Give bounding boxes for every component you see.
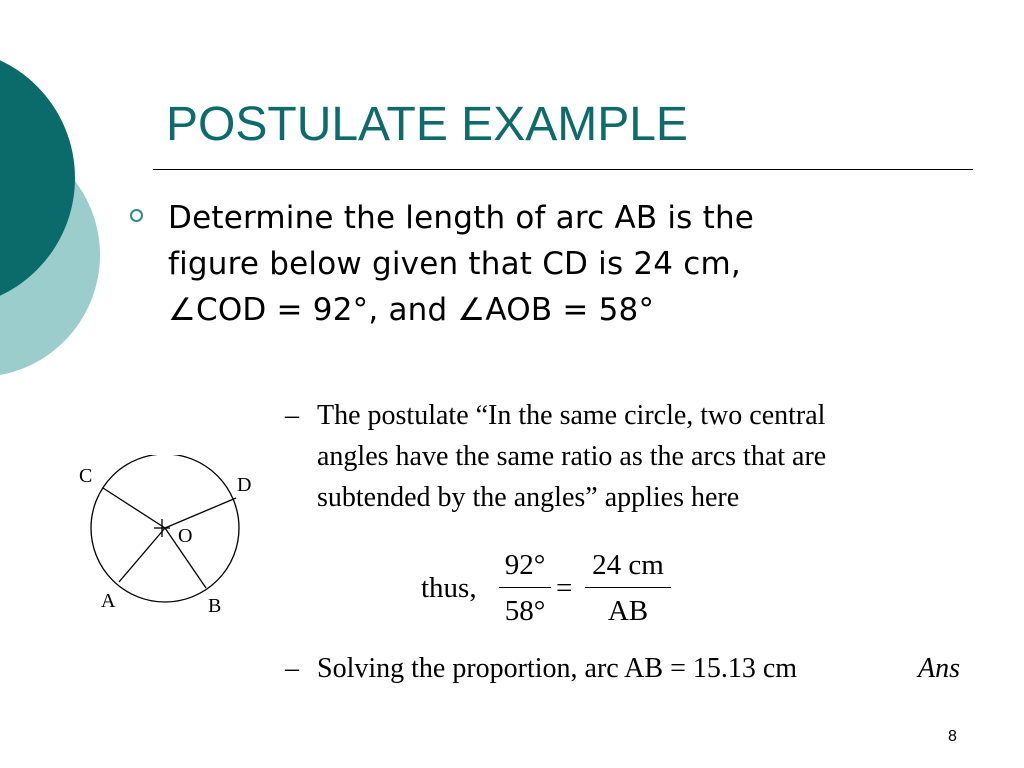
problem-statement [168,195,928,333]
dash-bullet: – [285,400,299,431]
page-number: 8 [948,728,957,745]
problem-line: figure below given that CD is 24 cm, [168,246,741,282]
right-fraction-bar [585,587,671,588]
equals-sign: = [556,572,573,604]
left-denominator: 58° [504,595,546,627]
radius-oa [119,528,165,582]
postulate-statement [317,395,967,518]
formula-lead: thus, [421,572,477,604]
answer-statement: Solving the proportion, arc AB = 15.13 cm [317,653,798,684]
dash-bullet: – [285,653,299,684]
point-label-b: B [208,595,222,617]
radius-oc [103,488,165,528]
circle-figure [70,455,270,625]
hollow-circle-bullet-icon [130,209,143,222]
point-label-a: A [101,590,116,612]
point-label-d: D [237,474,252,496]
slide-title: POSTULATE EXAMPLE [166,98,688,151]
left-fraction-bar [499,587,551,588]
problem-line: Determine the length of arc AB is the [168,200,755,236]
postulate-line: angles have the same ratio as the arcs that are [317,441,827,472]
radius-od [165,498,236,528]
answer-label: Ans [918,653,960,684]
left-numerator: 92° [504,549,546,581]
postulate-line: subtended by the angles” applies here [317,482,740,513]
right-denominator: AB [607,595,649,627]
postulate-line: The postulate “In the same circle, two central [317,400,826,431]
decorative-teal-circles [0,0,130,400]
point-label-o: O [178,525,193,547]
title-divider [153,169,973,170]
problem-line: ∠COD = 92°, and ∠AOB = 58° [168,292,655,328]
point-label-c: C [79,465,93,487]
right-numerator: 24 cm [592,549,664,581]
